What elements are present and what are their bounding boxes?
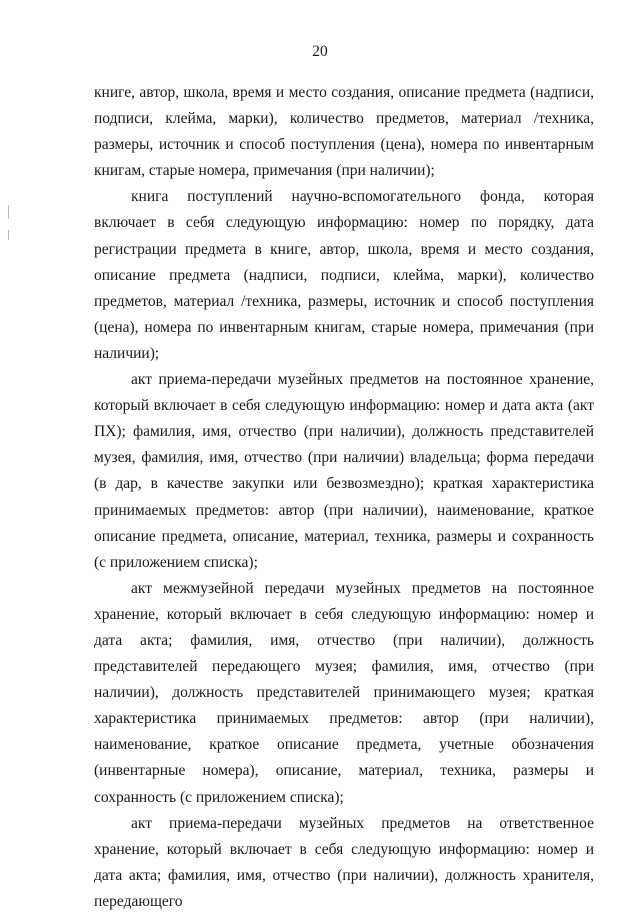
paragraph-permanent-storage-act: акт приема-передачи музейных предметов на постоянное хранение, который включает в себя следующую информацию: номер и дата акта (акт ПХ); фамилия, имя, отчество (при наличии), должность представителей музея, фамилия, имя, отчество (при наличии) владельца; форма передачи (в дар, в качестве закупки или безвозмездно); краткая характеристика принимаемых предметов: автор (при наличии), наименование, краткое описание предмета, описание, материал, техника, размеры и сохранность (с приложением списка); — [94, 371, 594, 571]
paragraph-auxiliary-fund-book: книга поступлений научно-вспомогательного фонда, которая включает в себя следующую информацию: номер по порядку, дата регистрации предмета в книге, автор, школа, время и место создания, описание предмета (надписи, подписи, клейма, марки), количество предметов, материал /техника, размеры, источник и способ поступления (цена), номера по инвентарным книгам, старые номера, примечания (при наличии); — [94, 188, 594, 362]
paragraph-inter-museum-transfer-act: акт межмузейной передачи музейных предметов на постоянное хранение, который включает в себя следующую информацию: номер и дата акта; фамилия, имя, отчество (при наличии), должность представителей передающего музея; фамилия, имя, отчество (при наличии), должность представителей принимающего музея; краткая характеристика принимаемых предметов: автор (при наличии), наименование, краткое описание предмета, учетные обозначения (инвентарные номера), описание, материал, техника, размеры и сохранность (с приложением списка); — [94, 579, 594, 806]
page-number: 20 — [312, 43, 328, 60]
paragraph-inventory-book-continuation: книге, автор, школа, время и место создания, описание предмета (надписи, подписи, клейма, марки), количество предметов, материал /техника, размеры, источник и способ поступления (цена), номера по инвентарным книгам, старые номера, примечания (при наличии); — [94, 84, 594, 180]
scan-edge-mark — [8, 205, 9, 219]
paragraph-custody-storage-act: акт приема-передачи музейных предметов на ответственное хранение, который включает в себя следующую информацию: номер и дата акта; фамилия, имя, отчество (при наличии), должность хранителя, передающего — [94, 814, 594, 910]
document-body — [94, 80, 594, 915]
scan-edge-mark — [8, 230, 9, 240]
